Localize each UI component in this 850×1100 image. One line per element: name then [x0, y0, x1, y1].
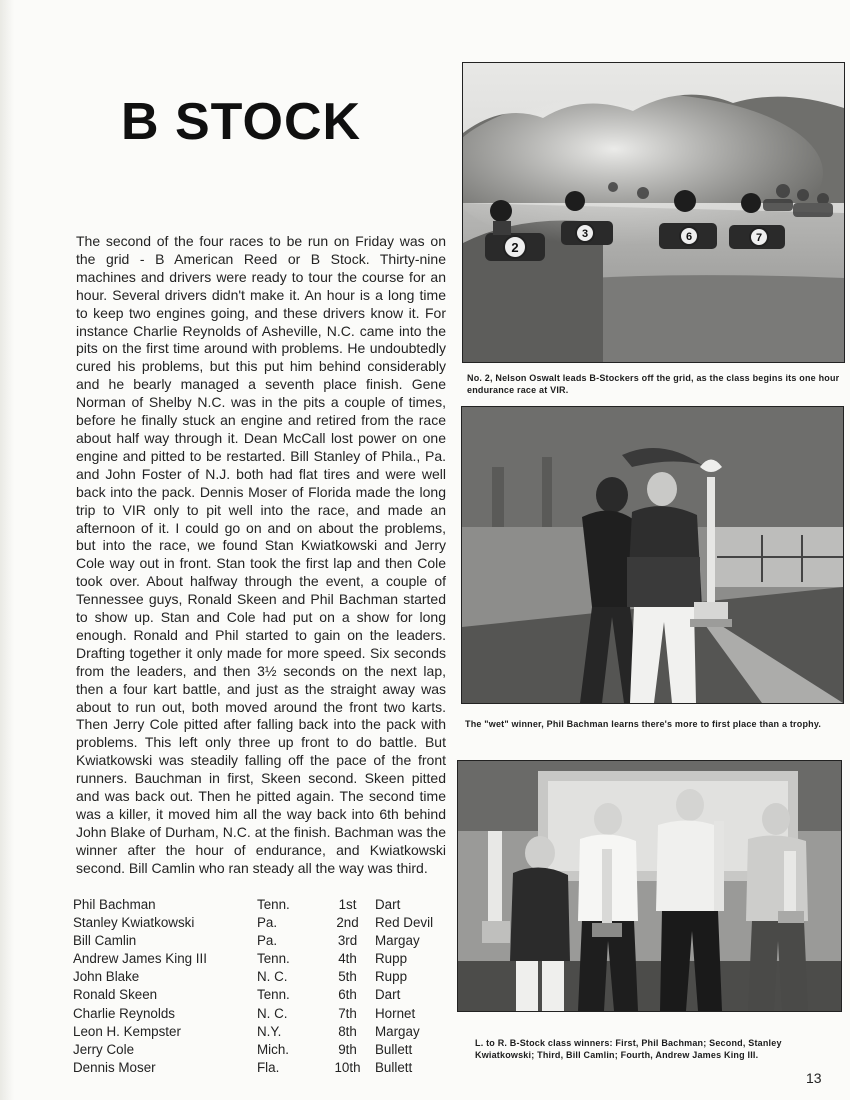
result-row: [73, 1059, 455, 1077]
driver-state: N. C.: [257, 969, 288, 985]
headline: B STOCK: [121, 93, 362, 151]
photo-class-winners: [457, 760, 842, 1012]
finish-place: 2nd: [336, 915, 359, 931]
article-paragraph: The second of the four races to be run on Friday was on the grid - B American Reed or B Stock. Thirty-nine machines and drivers were ready to tour the course for an hour. Several drivers didn't make it. An hour is a long time to keep two engines going, and these drivers know it. For instance Charlie Reynolds of Asheville, N.C. came into the pits on the first time around with problems. He undoubtedly cured his problems, but this put him behind considerably and he bearly managed a seventh place finish. Gene Norman of Shelby N.C. was in the pits a couple of times, before he finally stuck an engine and retired from the race about half way through it. Dean McCall lost power on one engine and pitted to be restarted. Bill Stanley of Phila., Pa. and John Foster of N.J. both had flat tires and were well back into the pack. Dennis Moser of Florida made the long trip to VIR only to pit well into the race, and made an afternoon of it. I could go on and on about the problems, but into the race, we found Stan Kwiatkowski and Jerry Cole way out in front. Stan took the first lap and then Cole took over. About halfway through the event, a couple of Tennessee guys, Ronald Skeen and Phil Bachman started to show up. Stan and Cole had put on a show for long enough. Ronald and Phil started to gain on the leaders. Drafting together it only made for more speed. Six seconds from the leaders, and then 3½ seconds on the next lap, then a four kart battle, and just as the straight away was about to run out, both moved around the front two karts. Then Jerry Cole pitted after falling back into the pack with problems. This left only three up front to do battle. But Kwiatkowski was steadily falling off the pace of the front runners. Bauchman in first, Skeen second. Skeen pitted and was back out. Then he pitted again. The second time was a killer, it moved him all the way back into 6th behind John Blake of Durham, N.C. at the finish. Bachman was the winner after the hour of endurance, and Kwiatkowski second. Bill Camlin who ran steady all the way was third.: [76, 233, 446, 876]
kart-make: Dart: [375, 987, 401, 1003]
finish-place: 3rd: [337, 933, 358, 949]
driver-name: Ronald Skeen: [73, 987, 158, 1003]
kart-make: Hornet: [375, 1005, 416, 1021]
kart-number: 2: [511, 240, 519, 255]
kart-make: Dart: [375, 897, 401, 912]
finish-place: 10th: [334, 1059, 361, 1075]
result-row: [73, 932, 455, 950]
result-row: [73, 1005, 455, 1023]
driver-name: Jerry Cole: [73, 1041, 135, 1057]
binding-shadow: [0, 0, 14, 1100]
caption-wet-winner: The "wet" winner, Phil Bachman learns there's more to first place than a trophy.: [465, 719, 822, 729]
kart-make: Margay: [375, 933, 420, 949]
finish-place: 6th: [338, 987, 357, 1003]
driver-state: Pa.: [257, 915, 278, 931]
result-row: [73, 914, 455, 932]
driver-state: Tenn.: [257, 987, 290, 1003]
finish-place: 7th: [338, 1005, 357, 1021]
driver-name: Stanley Kwiatkowski: [73, 915, 195, 931]
result-row: [73, 1023, 455, 1041]
result-row: [73, 968, 455, 986]
kart-number: 3: [581, 228, 589, 240]
driver-name: Bill Camlin: [73, 933, 137, 949]
kart-make: Bullett: [375, 1059, 413, 1075]
result-row: [73, 1041, 455, 1059]
kart-number: 7: [755, 232, 763, 244]
finish-place: 1st: [338, 897, 357, 912]
photo-wet-winner: [461, 406, 844, 704]
driver-name: Dennis Moser: [73, 1059, 156, 1075]
article-body: [76, 233, 446, 878]
result-row: [73, 950, 455, 968]
kart-make: Rupp: [375, 951, 408, 967]
page-number: 13: [806, 1070, 822, 1086]
driver-name: Andrew James King III: [73, 951, 207, 967]
driver-state: Pa.: [257, 933, 278, 949]
finish-place: 4th: [338, 951, 357, 967]
finish-place: 8th: [338, 1023, 357, 1039]
result-row: [73, 896, 455, 914]
driver-state: N.Y.: [257, 1023, 282, 1039]
driver-name: Phil Bachman: [73, 897, 156, 912]
photo-race-start: [462, 62, 845, 363]
driver-name: Charlie Reynolds: [73, 1005, 175, 1021]
kart-number: 6: [685, 231, 693, 243]
kart-make: Margay: [375, 1023, 420, 1039]
driver-state: Tenn.: [257, 951, 290, 967]
kart-make: Red Devil: [375, 915, 434, 931]
driver-state: Mich.: [257, 1041, 289, 1057]
driver-state: Tenn.: [257, 897, 290, 912]
caption-race-start: No. 2, Nelson Oswalt leads B-Stockers off the grid, as the class begins its one hour endurance race at VIR.: [467, 373, 840, 395]
driver-state: Fla.: [257, 1059, 280, 1075]
caption-class-winners: L. to R. B-Stock class winners: First, Phil Bachman; Second, Stanley Kwiatkowski; Third, Bill Camlin; Fourth, Andrew James King III.: [475, 1038, 782, 1060]
driver-name: John Blake: [73, 969, 140, 985]
results-table: [73, 896, 455, 1077]
result-row: [73, 986, 455, 1004]
driver-name: Leon H. Kempster: [73, 1023, 181, 1039]
kart-make: Rupp: [375, 969, 408, 985]
kart-make: Bullett: [375, 1041, 413, 1057]
finish-place: 5th: [338, 969, 357, 985]
driver-state: N. C.: [257, 1005, 288, 1021]
finish-place: 9th: [338, 1041, 357, 1057]
